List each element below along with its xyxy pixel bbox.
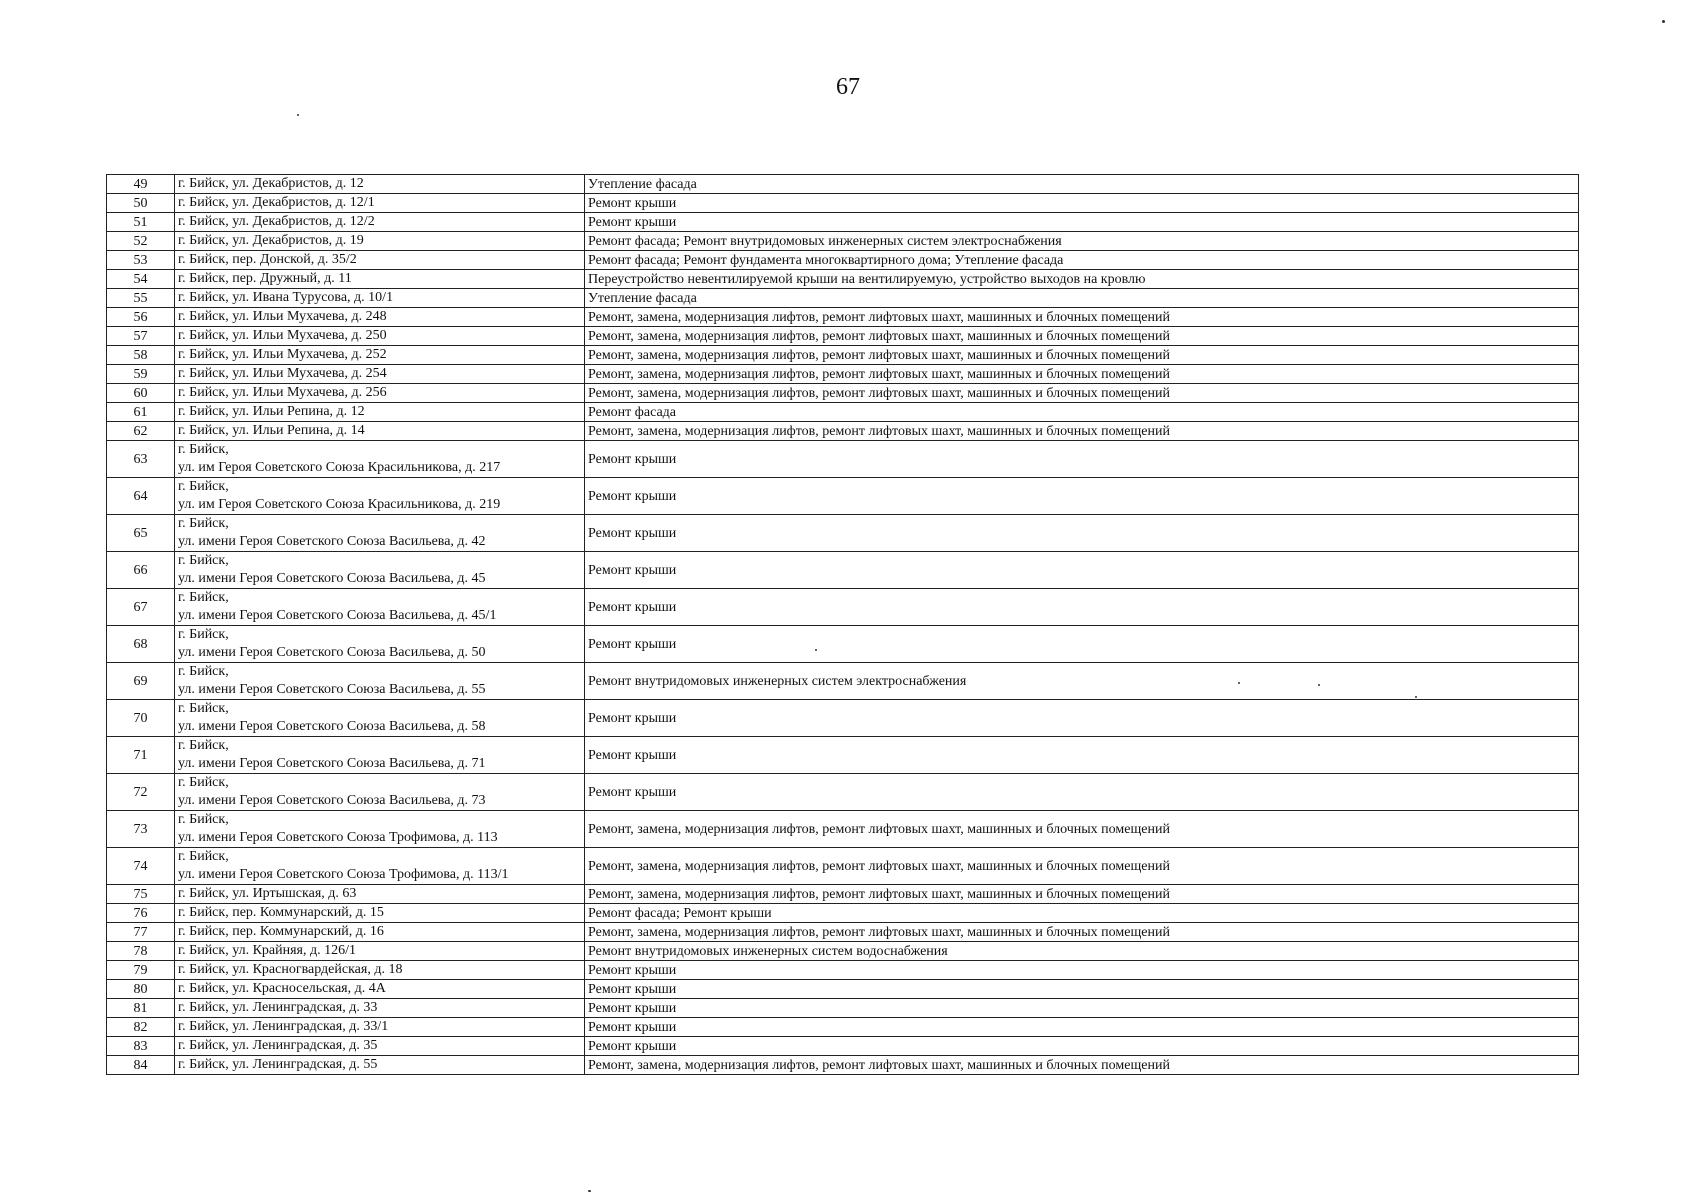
table-row bbox=[107, 441, 1579, 478]
address-line: г. Бийск, ул. Декабристов, д. 19 bbox=[178, 233, 364, 248]
address-line: г. Бийск, пер. Коммунарский, д. 15 bbox=[178, 905, 384, 920]
work-type-cell: Ремонт, замена, модернизация лифтов, ремонт лифтовых шахт, машинных и блочных помещений bbox=[585, 365, 1579, 384]
table-row bbox=[107, 999, 1579, 1018]
address-line: ул. имени Героя Советского Союза Васильева, д. 73 bbox=[178, 793, 486, 808]
table-row bbox=[107, 289, 1579, 308]
address-cell bbox=[175, 478, 585, 515]
row-number-cell: 69 bbox=[107, 663, 175, 700]
address-cell bbox=[175, 999, 585, 1018]
table-row bbox=[107, 961, 1579, 980]
row-number-cell: 68 bbox=[107, 626, 175, 663]
address-cell bbox=[175, 1037, 585, 1056]
work-type-cell: Ремонт крыши bbox=[585, 478, 1579, 515]
row-number-cell: 54 bbox=[107, 270, 175, 289]
address-cell bbox=[175, 270, 585, 289]
row-number-cell: 62 bbox=[107, 422, 175, 441]
row-number-cell: 73 bbox=[107, 811, 175, 848]
address-line: г. Бийск, bbox=[178, 553, 229, 568]
work-type-cell: Ремонт фасада; Ремонт фундамента многоквартирного дома; Утепление фасада bbox=[585, 251, 1579, 270]
work-type-cell: Ремонт, замена, модернизация лифтов, ремонт лифтовых шахт, машинных и блочных помещений bbox=[585, 422, 1579, 441]
table-row bbox=[107, 626, 1579, 663]
address-cell bbox=[175, 885, 585, 904]
address-cell bbox=[175, 175, 585, 194]
work-type-cell: Ремонт, замена, модернизация лифтов, ремонт лифтовых шахт, машинных и блочных помещений bbox=[585, 923, 1579, 942]
work-type-cell: Ремонт, замена, модернизация лифтов, ремонт лифтовых шахт, машинных и блочных помещений bbox=[585, 848, 1579, 885]
address-line: г. Бийск, пер. Донской, д. 35/2 bbox=[178, 252, 357, 267]
address-line: г. Бийск, пер. Коммунарский, д. 16 bbox=[178, 924, 384, 939]
address-line: г. Бийск, ул. Ильи Мухачева, д. 256 bbox=[178, 385, 387, 400]
address-line: ул. имени Героя Советского Союза Васильева, д. 45/1 bbox=[178, 608, 497, 623]
address-line: г. Бийск, bbox=[178, 701, 229, 716]
address-cell bbox=[175, 346, 585, 365]
work-type-cell: Ремонт крыши bbox=[585, 700, 1579, 737]
row-number-cell: 65 bbox=[107, 515, 175, 552]
address-cell bbox=[175, 737, 585, 774]
address-line: г. Бийск, bbox=[178, 627, 229, 642]
address-line: ул. им Героя Советского Союза Красильникова, д. 219 bbox=[178, 497, 501, 512]
address-line: г. Бийск, ул. Ленинградская, д. 55 bbox=[178, 1057, 378, 1072]
address-line: г. Бийск, ул. Ильи Мухачева, д. 248 bbox=[178, 309, 387, 324]
row-number-cell: 55 bbox=[107, 289, 175, 308]
work-type-cell: Ремонт крыши bbox=[585, 961, 1579, 980]
address-line: г. Бийск, ул. Ильи Репина, д. 14 bbox=[178, 423, 365, 438]
address-cell bbox=[175, 961, 585, 980]
table-row bbox=[107, 365, 1579, 384]
table-row bbox=[107, 700, 1579, 737]
row-number-cell: 71 bbox=[107, 737, 175, 774]
row-number-cell: 79 bbox=[107, 961, 175, 980]
row-number-cell: 74 bbox=[107, 848, 175, 885]
address-line: г. Бийск, ул. Декабристов, д. 12/1 bbox=[178, 195, 375, 210]
table-row bbox=[107, 422, 1579, 441]
work-type-cell: Ремонт, замена, модернизация лифтов, ремонт лифтовых шахт, машинных и блочных помещений bbox=[585, 308, 1579, 327]
address-cell bbox=[175, 589, 585, 626]
table-row bbox=[107, 980, 1579, 999]
address-line: г. Бийск, ул. Ивана Турусова, д. 10/1 bbox=[178, 290, 394, 305]
row-number-cell: 49 bbox=[107, 175, 175, 194]
table-row bbox=[107, 811, 1579, 848]
table-row bbox=[107, 1056, 1579, 1075]
table-row bbox=[107, 737, 1579, 774]
table-row bbox=[107, 384, 1579, 403]
address-line: г. Бийск, bbox=[178, 812, 229, 827]
table-row bbox=[107, 232, 1579, 251]
address-line: г. Бийск, ул. Крайняя, д. 126/1 bbox=[178, 943, 357, 958]
address-cell bbox=[175, 923, 585, 942]
row-number-cell: 70 bbox=[107, 700, 175, 737]
row-number-cell: 64 bbox=[107, 478, 175, 515]
work-type-cell: Ремонт крыши bbox=[585, 626, 1579, 663]
work-type-cell: Ремонт крыши bbox=[585, 515, 1579, 552]
scan-speck bbox=[297, 114, 299, 116]
row-number-cell: 75 bbox=[107, 885, 175, 904]
scan-speck bbox=[1662, 20, 1665, 23]
address-line: г. Бийск, bbox=[178, 664, 229, 679]
address-cell bbox=[175, 774, 585, 811]
work-type-cell: Ремонт, замена, модернизация лифтов, ремонт лифтовых шахт, машинных и блочных помещений bbox=[585, 1056, 1579, 1075]
address-line: ул. имени Героя Советского Союза Васильева, д. 58 bbox=[178, 719, 486, 734]
address-line: г. Бийск, bbox=[178, 516, 229, 531]
address-cell bbox=[175, 1018, 585, 1037]
address-cell bbox=[175, 848, 585, 885]
address-cell bbox=[175, 365, 585, 384]
table-row bbox=[107, 1037, 1579, 1056]
table-row bbox=[107, 1018, 1579, 1037]
address-line: г. Бийск, пер. Дружный, д. 11 bbox=[178, 271, 352, 286]
address-cell bbox=[175, 515, 585, 552]
address-cell bbox=[175, 552, 585, 589]
address-cell bbox=[175, 942, 585, 961]
table-row bbox=[107, 308, 1579, 327]
row-number-cell: 72 bbox=[107, 774, 175, 811]
work-type-cell: Ремонт крыши bbox=[585, 980, 1579, 999]
work-type-cell: Утепление фасада bbox=[585, 175, 1579, 194]
scan-speck bbox=[815, 649, 817, 651]
address-line: г. Бийск, ул. Ленинградская, д. 35 bbox=[178, 1038, 378, 1053]
work-type-cell: Ремонт, замена, модернизация лифтов, ремонт лифтовых шахт, машинных и блочных помещений bbox=[585, 885, 1579, 904]
row-number-cell: 56 bbox=[107, 308, 175, 327]
address-line: ул. имени Героя Советского Союза Васильева, д. 71 bbox=[178, 756, 486, 771]
address-line: ул. имени Героя Советского Союза Трофимова, д. 113/1 bbox=[178, 867, 509, 882]
scan-speck bbox=[1318, 684, 1320, 686]
row-number-cell: 80 bbox=[107, 980, 175, 999]
address-line: г. Бийск, bbox=[178, 849, 229, 864]
work-type-cell: Ремонт крыши bbox=[585, 213, 1579, 232]
work-type-cell: Ремонт фасада; Ремонт внутридомовых инженерных систем электроснабжения bbox=[585, 232, 1579, 251]
table-row bbox=[107, 213, 1579, 232]
address-line: г. Бийск, ул. Ильи Мухачева, д. 254 bbox=[178, 366, 387, 381]
row-number-cell: 76 bbox=[107, 904, 175, 923]
row-number-cell: 82 bbox=[107, 1018, 175, 1037]
address-line: г. Бийск, ул. Ильи Репина, д. 12 bbox=[178, 404, 365, 419]
row-number-cell: 63 bbox=[107, 441, 175, 478]
table-row bbox=[107, 904, 1579, 923]
address-cell bbox=[175, 251, 585, 270]
work-type-cell: Ремонт фасада; Ремонт крыши bbox=[585, 904, 1579, 923]
work-type-cell: Ремонт, замена, модернизация лифтов, ремонт лифтовых шахт, машинных и блочных помещений bbox=[585, 327, 1579, 346]
work-type-cell: Ремонт, замена, модернизация лифтов, ремонт лифтовых шахт, машинных и блочных помещений bbox=[585, 346, 1579, 365]
table-row bbox=[107, 251, 1579, 270]
row-number-cell: 78 bbox=[107, 942, 175, 961]
address-line: г. Бийск, ул. Декабристов, д. 12/2 bbox=[178, 214, 375, 229]
row-number-cell: 57 bbox=[107, 327, 175, 346]
address-line: ул. имени Героя Советского Союза Васильева, д. 55 bbox=[178, 682, 486, 697]
row-number-cell: 60 bbox=[107, 384, 175, 403]
table-row bbox=[107, 923, 1579, 942]
address-line: ул. имени Героя Советского Союза Васильева, д. 50 bbox=[178, 645, 486, 660]
address-line: ул. им Героя Советского Союза Красильникова, д. 217 bbox=[178, 460, 501, 475]
work-type-cell: Ремонт крыши bbox=[585, 194, 1579, 213]
row-number-cell: 67 bbox=[107, 589, 175, 626]
address-line: г. Бийск, ул. Ильи Мухачева, д. 252 bbox=[178, 347, 387, 362]
row-number-cell: 66 bbox=[107, 552, 175, 589]
table-row bbox=[107, 942, 1579, 961]
address-line: г. Бийск, ул. Красногвардейская, д. 18 bbox=[178, 962, 403, 977]
work-type-cell: Ремонт, замена, модернизация лифтов, ремонт лифтовых шахт, машинных и блочных помещений bbox=[585, 384, 1579, 403]
scan-speck bbox=[1238, 682, 1240, 684]
row-number-cell: 59 bbox=[107, 365, 175, 384]
address-line: г. Бийск, bbox=[178, 775, 229, 790]
table-row bbox=[107, 478, 1579, 515]
work-type-cell: Ремонт крыши bbox=[585, 1037, 1579, 1056]
address-cell bbox=[175, 811, 585, 848]
table-row bbox=[107, 552, 1579, 589]
work-type-cell: Ремонт крыши bbox=[585, 441, 1579, 478]
address-cell bbox=[175, 384, 585, 403]
table-row bbox=[107, 403, 1579, 422]
address-cell bbox=[175, 308, 585, 327]
work-type-cell: Ремонт крыши bbox=[585, 1018, 1579, 1037]
address-line: г. Бийск, ул. Красносельская, д. 4А bbox=[178, 981, 386, 996]
row-number-cell: 77 bbox=[107, 923, 175, 942]
address-line: г. Бийск, ул. Иртышская, д. 63 bbox=[178, 886, 357, 901]
work-type-cell: Ремонт крыши bbox=[585, 999, 1579, 1018]
table-row bbox=[107, 346, 1579, 365]
row-number-cell: 51 bbox=[107, 213, 175, 232]
address-cell bbox=[175, 904, 585, 923]
scan-speck bbox=[588, 1190, 591, 1192]
table-row bbox=[107, 194, 1579, 213]
address-cell bbox=[175, 1056, 585, 1075]
address-line: г. Бийск, ул. Ленинградская, д. 33/1 bbox=[178, 1019, 389, 1034]
address-line: ул. имени Героя Советского Союза Васильева, д. 45 bbox=[178, 571, 486, 586]
address-cell bbox=[175, 403, 585, 422]
work-type-cell: Ремонт крыши bbox=[585, 589, 1579, 626]
work-type-cell: Переустройство невентилируемой крыши на вентилируемую, устройство выходов на кровлю bbox=[585, 270, 1579, 289]
table-row bbox=[107, 663, 1579, 700]
work-type-cell: Ремонт внутридомовых инженерных систем водоснабжения bbox=[585, 942, 1579, 961]
work-type-cell: Ремонт крыши bbox=[585, 737, 1579, 774]
address-cell bbox=[175, 232, 585, 251]
address-cell bbox=[175, 980, 585, 999]
table-body bbox=[107, 175, 1579, 1075]
address-line: г. Бийск, bbox=[178, 442, 229, 457]
address-cell bbox=[175, 213, 585, 232]
address-cell bbox=[175, 422, 585, 441]
table-row bbox=[107, 175, 1579, 194]
address-cell bbox=[175, 663, 585, 700]
work-type-cell: Ремонт внутридомовых инженерных систем электроснабжения bbox=[585, 663, 1579, 700]
work-type-cell: Ремонт крыши bbox=[585, 774, 1579, 811]
address-cell bbox=[175, 327, 585, 346]
address-line: г. Бийск, bbox=[178, 479, 229, 494]
table-row bbox=[107, 327, 1579, 346]
work-type-cell: Ремонт, замена, модернизация лифтов, ремонт лифтовых шахт, машинных и блочных помещений bbox=[585, 811, 1579, 848]
address-line: ул. имени Героя Советского Союза Трофимова, д. 113 bbox=[178, 830, 498, 845]
table-row bbox=[107, 589, 1579, 626]
address-line: г. Бийск, ул. Ленинградская, д. 33 bbox=[178, 1000, 378, 1015]
page-number: 67 bbox=[836, 74, 860, 100]
row-number-cell: 81 bbox=[107, 999, 175, 1018]
address-line: г. Бийск, bbox=[178, 738, 229, 753]
row-number-cell: 53 bbox=[107, 251, 175, 270]
row-number-cell: 58 bbox=[107, 346, 175, 365]
work-type-cell: Ремонт крыши bbox=[585, 552, 1579, 589]
address-line: ул. имени Героя Советского Союза Васильева, д. 42 bbox=[178, 534, 486, 549]
table-row bbox=[107, 885, 1579, 904]
row-number-cell: 50 bbox=[107, 194, 175, 213]
row-number-cell: 84 bbox=[107, 1056, 175, 1075]
row-number-cell: 52 bbox=[107, 232, 175, 251]
table-row bbox=[107, 515, 1579, 552]
work-type-cell: Утепление фасада bbox=[585, 289, 1579, 308]
row-number-cell: 83 bbox=[107, 1037, 175, 1056]
address-line: г. Бийск, ул. Декабристов, д. 12 bbox=[178, 176, 364, 191]
work-type-cell: Ремонт фасада bbox=[585, 403, 1579, 422]
row-number-cell: 61 bbox=[107, 403, 175, 422]
address-cell bbox=[175, 194, 585, 213]
table-row bbox=[107, 774, 1579, 811]
table-row bbox=[107, 848, 1579, 885]
address-cell bbox=[175, 441, 585, 478]
table-row bbox=[107, 270, 1579, 289]
address-cell bbox=[175, 700, 585, 737]
address-cell bbox=[175, 289, 585, 308]
address-cell bbox=[175, 626, 585, 663]
repair-works-table bbox=[106, 174, 1579, 1075]
scan-speck bbox=[1415, 696, 1417, 698]
address-line: г. Бийск, bbox=[178, 590, 229, 605]
address-line: г. Бийск, ул. Ильи Мухачева, д. 250 bbox=[178, 328, 387, 343]
